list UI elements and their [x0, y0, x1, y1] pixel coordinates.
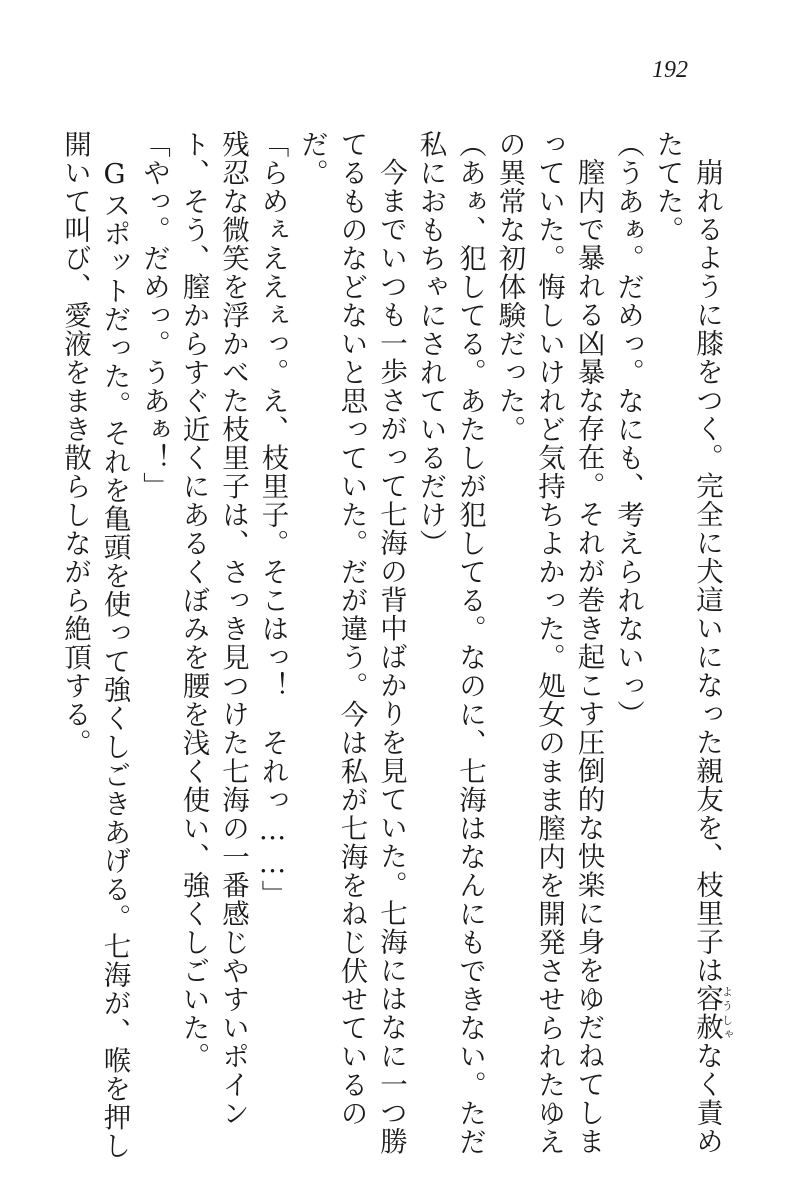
paragraph-5-text: 今までいつも一歩さがって七海の背中ばかりを見ていた。七海にはなに一つ勝てるものなどないと思っていた。だが違う。今は私が七海をねじ伏せているのだ。	[296, 130, 407, 1155]
paragraph-9	[55, 130, 134, 1170]
paragraph-6	[252, 130, 292, 1170]
paragraph-5	[292, 130, 411, 1170]
vertical-text-body	[59, 130, 734, 1170]
paragraph-3	[489, 130, 608, 1170]
paragraph-4	[410, 130, 489, 1170]
paragraph-4-text: （あぁ、犯してる。あたしが犯してる。なのに、七海はなんにもできない。ただ私におもちゃにされているだけ）	[414, 130, 486, 1156]
paragraph-7-text: 残忍な微笑を浮かべた枝里子は、さっき見つけた七海の一番感じやすいポイント、そう、膣からすぐ近くにあるくぼみを腰を浅く使い、強くしごいた。	[177, 130, 249, 1128]
paragraph-8	[134, 130, 174, 1170]
paragraph-1-text: 崩れるように膝をつく。完全に犬這いになった親友を、枝里子は容赦ようしゃなく責めたてた。	[651, 130, 734, 1155]
page-number: 192	[652, 57, 688, 83]
ruby-annotation	[691, 984, 734, 1041]
paragraph-2-text: （うあぁ。だめっ。なにも、考えられないっ）	[612, 130, 644, 729]
ruby-reading: ようしゃ	[720, 984, 734, 1041]
paragraph-1	[647, 130, 733, 1170]
paragraph-6-text: 「らめぇええぇっ。え、枝里子。そこはっ！ それっ……」	[256, 130, 289, 909]
paragraph-3-text: 膣内で暴れる凶暴な存在。それが巻き起こす圧倒的な快楽に身をゆだねてしまっていた。悔しいけれど気持ちよかった。処女のまま膣内を開発させられたゆえの異常な初体験だった。	[493, 130, 605, 1156]
paragraph-9-text: Gスポットだった。それを亀頭を使って強くしごきあげる。七海が、喉を押し開いて叫び、愛液をまき散らしながら絶頂する。	[59, 130, 131, 1160]
paragraph-2	[608, 130, 648, 1170]
ruby-base: 容赦	[691, 984, 723, 1041]
paragraph-8-text: 「やっ。だめっ。うあぁ！」	[138, 130, 170, 501]
paragraph-7	[173, 130, 252, 1170]
